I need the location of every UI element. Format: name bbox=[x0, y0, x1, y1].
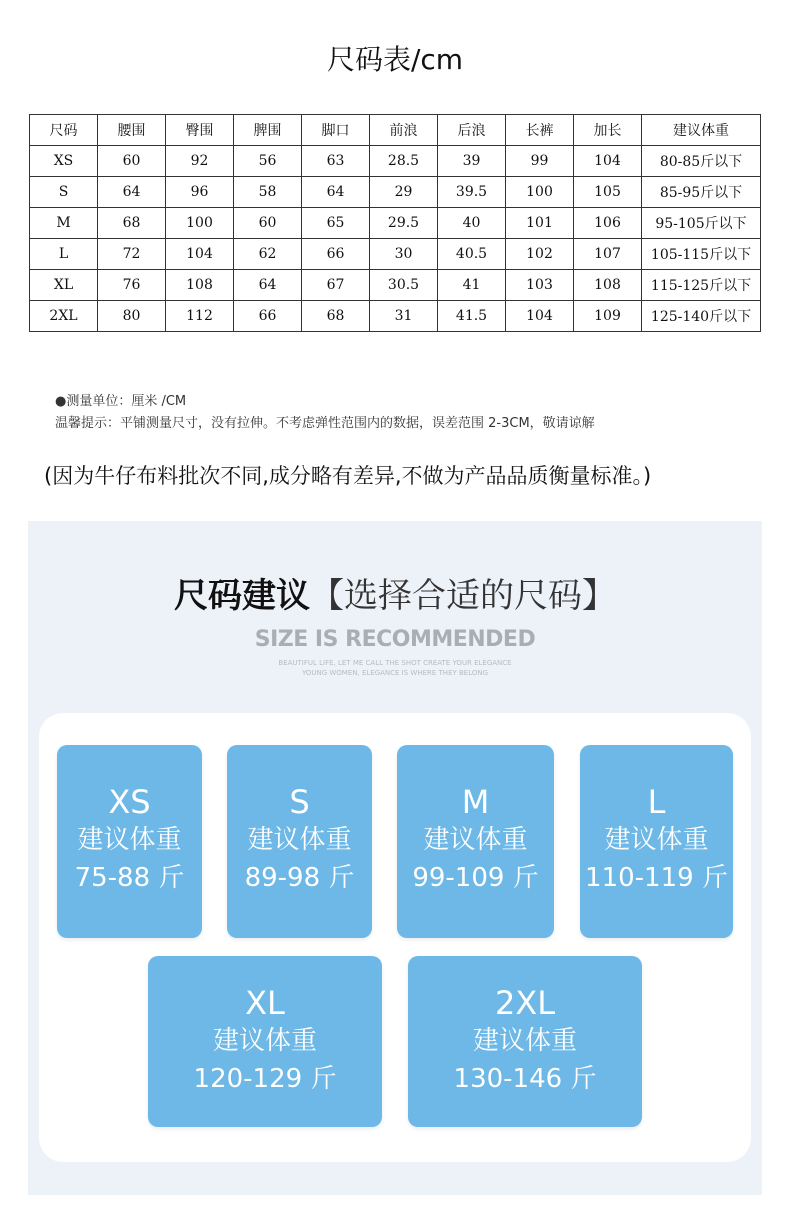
table-header-row bbox=[30, 115, 761, 146]
card-weight-label: 建议体重 bbox=[423, 825, 528, 855]
cell: 30.5 bbox=[370, 270, 438, 301]
cell: 104 bbox=[574, 146, 642, 177]
cell: 58 bbox=[234, 177, 302, 208]
cell: 66 bbox=[234, 301, 302, 332]
table-row bbox=[30, 208, 761, 239]
cell: S bbox=[30, 177, 98, 208]
card-size: S bbox=[289, 783, 310, 821]
cell: 2XL bbox=[30, 301, 98, 332]
recommend-tagline-1: BEAUTIFUL LIFE, LET ME CALL THE SHOT CREATE YOUR ELEGANCE bbox=[278, 659, 512, 667]
cell: 95-105斤以下 bbox=[642, 208, 761, 239]
cell: 99 bbox=[506, 146, 574, 177]
cell: 80 bbox=[98, 301, 166, 332]
cell: 103 bbox=[506, 270, 574, 301]
cell: 39 bbox=[438, 146, 506, 177]
cell: 67 bbox=[302, 270, 370, 301]
cell: 64 bbox=[98, 177, 166, 208]
recommend-title-rest: 【选择合适的尺码】 bbox=[310, 576, 616, 616]
cell: 125-140斤以下 bbox=[642, 301, 761, 332]
size-card-2xl bbox=[408, 956, 642, 1127]
cell: 106 bbox=[574, 208, 642, 239]
cell: 80-85斤以下 bbox=[642, 146, 761, 177]
cell: 85-95斤以下 bbox=[642, 177, 761, 208]
table-row bbox=[30, 146, 761, 177]
card-weight-range: 99-109 斤 bbox=[412, 863, 539, 893]
size-card-s bbox=[227, 745, 372, 938]
cell: 65 bbox=[302, 208, 370, 239]
cell: 28.5 bbox=[370, 146, 438, 177]
cell: 29.5 bbox=[370, 208, 438, 239]
cell: 31 bbox=[370, 301, 438, 332]
cell: 60 bbox=[98, 146, 166, 177]
card-weight-range: 130-146 斤 bbox=[453, 1064, 597, 1094]
cell: 39.5 bbox=[438, 177, 506, 208]
cell: 108 bbox=[166, 270, 234, 301]
cell: 66 bbox=[302, 239, 370, 270]
cell: 40 bbox=[438, 208, 506, 239]
cell: 108 bbox=[574, 270, 642, 301]
cell: 76 bbox=[98, 270, 166, 301]
cell: 40.5 bbox=[438, 239, 506, 270]
header-weight: 建议体重 bbox=[642, 115, 761, 146]
table-row bbox=[30, 301, 761, 332]
header-waist: 腰围 bbox=[98, 115, 166, 146]
cell: 72 bbox=[98, 239, 166, 270]
card-weight-label: 建议体重 bbox=[472, 1026, 577, 1056]
card-weight-range: 110-119 斤 bbox=[585, 863, 728, 893]
cell: 92 bbox=[166, 146, 234, 177]
card-size: L bbox=[647, 783, 666, 821]
card-weight-label: 建议体重 bbox=[247, 825, 352, 855]
cell: 107 bbox=[574, 239, 642, 270]
cell: 100 bbox=[506, 177, 574, 208]
cell: 100 bbox=[166, 208, 234, 239]
cell: 115-125斤以下 bbox=[642, 270, 761, 301]
cell: 68 bbox=[98, 208, 166, 239]
cell: 105-115斤以下 bbox=[642, 239, 761, 270]
cell: 63 bbox=[302, 146, 370, 177]
recommend-title bbox=[0, 568, 790, 617]
measurement-tip-note: 温馨提示：平铺测量尺寸，没有拉伸。不考虑弹性范围内的数据，误差范围 2-3CM，敬请谅解 bbox=[55, 416, 595, 431]
header-pants-length: 长裤 bbox=[506, 115, 574, 146]
cell: 30 bbox=[370, 239, 438, 270]
cell: 56 bbox=[234, 146, 302, 177]
recommend-title-bold: 尺码建议 bbox=[174, 576, 310, 616]
cell: 104 bbox=[166, 239, 234, 270]
card-weight-label: 建议体重 bbox=[77, 825, 182, 855]
card-size: M bbox=[461, 783, 490, 821]
card-size: 2XL bbox=[494, 984, 556, 1022]
cell: 41 bbox=[438, 270, 506, 301]
size-card-xl bbox=[148, 956, 382, 1127]
fabric-disclaimer: (因为牛仔布料批次不同,成分略有差异,不做为产品品质衡量标准。) bbox=[44, 464, 652, 488]
table-row bbox=[30, 239, 761, 270]
size-table bbox=[29, 114, 761, 332]
header-long-length: 加长 bbox=[574, 115, 642, 146]
cell: 102 bbox=[506, 239, 574, 270]
size-card-l bbox=[580, 745, 733, 938]
header-hip: 臀围 bbox=[166, 115, 234, 146]
cell: 29 bbox=[370, 177, 438, 208]
card-size: XL bbox=[245, 984, 285, 1022]
card-weight-range: 75-88 斤 bbox=[74, 863, 185, 893]
cell: 105 bbox=[574, 177, 642, 208]
size-chart-title: 尺码表/cm bbox=[326, 43, 464, 76]
card-size: XS bbox=[108, 783, 151, 821]
table-row bbox=[30, 270, 761, 301]
cell: 109 bbox=[574, 301, 642, 332]
header-leg-opening: 脚口 bbox=[302, 115, 370, 146]
table-row bbox=[30, 177, 761, 208]
cell: L bbox=[30, 239, 98, 270]
cell: XL bbox=[30, 270, 98, 301]
cell: XS bbox=[30, 146, 98, 177]
card-weight-label: 建议体重 bbox=[212, 1026, 317, 1056]
header-size: 尺码 bbox=[30, 115, 98, 146]
header-front-rise: 前浪 bbox=[370, 115, 438, 146]
cell: 96 bbox=[166, 177, 234, 208]
cell: 112 bbox=[166, 301, 234, 332]
cell: 62 bbox=[234, 239, 302, 270]
cell: 64 bbox=[234, 270, 302, 301]
cell: 101 bbox=[506, 208, 574, 239]
card-weight-range: 89-98 斤 bbox=[244, 863, 355, 893]
header-thigh: 脾围 bbox=[234, 115, 302, 146]
cell: 41.5 bbox=[438, 301, 506, 332]
cell: 68 bbox=[302, 301, 370, 332]
cell: 60 bbox=[234, 208, 302, 239]
header-back-rise: 后浪 bbox=[438, 115, 506, 146]
card-weight-label: 建议体重 bbox=[604, 825, 709, 855]
recommend-subtitle: SIZE IS RECOMMENDED bbox=[254, 627, 536, 652]
size-card-xs bbox=[57, 745, 202, 938]
cell: 104 bbox=[506, 301, 574, 332]
size-card-m bbox=[397, 745, 554, 938]
cell: M bbox=[30, 208, 98, 239]
cell: 64 bbox=[302, 177, 370, 208]
card-weight-range: 120-129 斤 bbox=[193, 1064, 337, 1094]
recommend-tagline-2: YOUNG WOMEN, ELEGANCE IS WHERE THEY BELONG bbox=[301, 669, 489, 677]
measurement-unit-note: ●测量单位：厘米 /CM bbox=[55, 394, 187, 409]
